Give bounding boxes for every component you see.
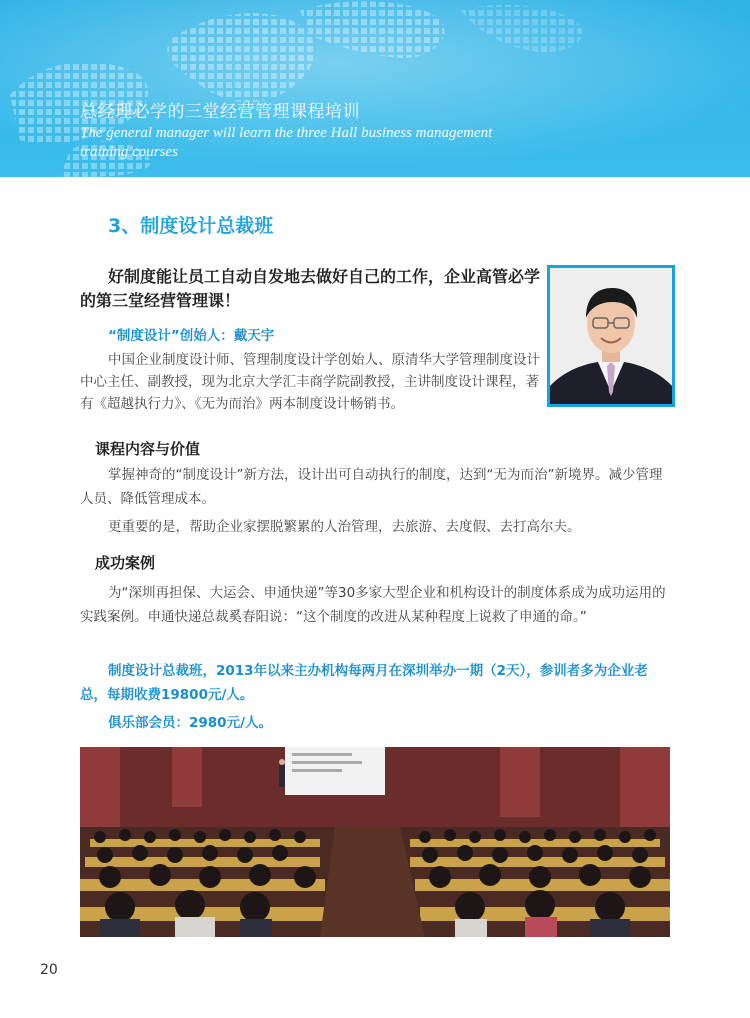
cases-heading: 成功案例 [95, 554, 156, 572]
header-title-cn: 总经理必学的三堂经营管理课程培训 [80, 102, 360, 122]
course-paragraph-2: 更重要的是，帮助企业家摆脱繁累的人治管理，去旅游、去度假、去打高尔夫。 [108, 519, 581, 535]
course-heading: 课程内容与价值 [95, 440, 201, 458]
page-number: 20 [40, 962, 58, 978]
classroom-scene-illustration [80, 747, 670, 937]
header-banner [0, 0, 750, 177]
founder-portrait-illustration [550, 268, 672, 404]
founder-photo [547, 265, 675, 407]
founder-name: “制度设计”创始人：戴天宇 [108, 328, 275, 344]
classroom-photo [80, 747, 670, 937]
header-title-en: The general manager will learn the three Hall business management training courses [80, 125, 493, 160]
course-paragraph-1: 掌握神奇的“制度设计”新方法，设计出可自动执行的制度，达到“无为而治”新境界。减少管理人员、降低管理成本。 [80, 467, 663, 507]
cases-paragraph: 为“深圳再担保、大运会、申通快递”等30多家大型企业和机构设计的制度体系成为成功运用的实践案例。申通快递总裁奚春阳说：“这个制度的改进从某种程度上说救了申通的命。” [80, 585, 666, 625]
pricing-line-1: 制度设计总裁班，2013年以来主办机构每两月在深圳举办一期（2天），参训者多为企业老总，每期收费19800元/人。 [80, 663, 648, 703]
lead-statement: 好制度能让员工自动自发地去做好自己的工作，企业高管必学的第三堂经营管理课！ [80, 267, 541, 310]
section-title: 3、制度设计总裁班 [108, 215, 274, 237]
pricing-line-2: 俱乐部会员：2980元/人。 [108, 715, 273, 731]
founder-bio: 中国企业制度设计师、管理制度设计学创始人、原清华大学管理制度设计中心主任、副教授，现为北京大学汇丰商学院副教授，主讲制度设计课程，著有《超越执行力》、《无为而治》两本制度设计畅销书。 [80, 352, 540, 412]
